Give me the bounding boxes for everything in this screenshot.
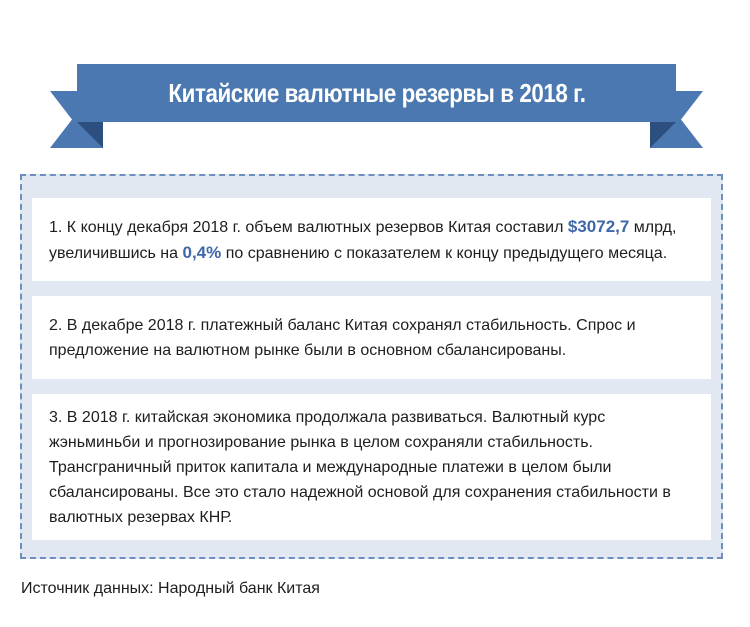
content-panel <box>20 174 723 559</box>
growth-percent-highlight: 0,4% <box>182 242 222 262</box>
fact-1-text-middle: млрд, увеличившись на <box>49 218 677 262</box>
fact-3-body: В 2018 г. китайская экономика продолжала развиваться. Валютный курс жэньминьби и прогнозирование рынка в целом сохраняли стабильность. Трансграничный приток капитала и международные платежи в целом были сбалансированы. Все это стало надежной основой для сохранения стабильности в валютных резервах КНР. <box>49 408 671 526</box>
fact-2-number: 2. <box>49 316 63 334</box>
fact-card-3-text <box>49 405 693 530</box>
fact-1-text-before: К концу декабря 2018 г. объем валютных резервов Китая составил <box>66 218 564 236</box>
fact-card-1 <box>32 198 711 281</box>
fact-1-number: 1. <box>49 218 63 236</box>
fact-card-3 <box>32 394 711 540</box>
page-title: Китайские валютные резервы в 2018 г. <box>168 78 586 108</box>
fact-1-text-after: по сравнению с показателем к концу предыдущего месяца. <box>225 244 668 262</box>
data-source-note: Источник данных: Народный банк Китая <box>21 580 320 597</box>
title-ribbon <box>0 0 750 160</box>
fact-2-body: В декабре 2018 г. платежный баланс Китая сохранял стабильность. Спрос и предложение на валютном рынке были в основном сбалансированы. <box>49 316 636 359</box>
fact-card-2 <box>32 296 711 379</box>
fact-card-1-text <box>49 214 693 266</box>
fact-card-2-text <box>49 313 693 363</box>
reserves-amount-highlight: $3072,7 <box>567 216 630 236</box>
fact-3-number: 3. <box>49 408 63 426</box>
